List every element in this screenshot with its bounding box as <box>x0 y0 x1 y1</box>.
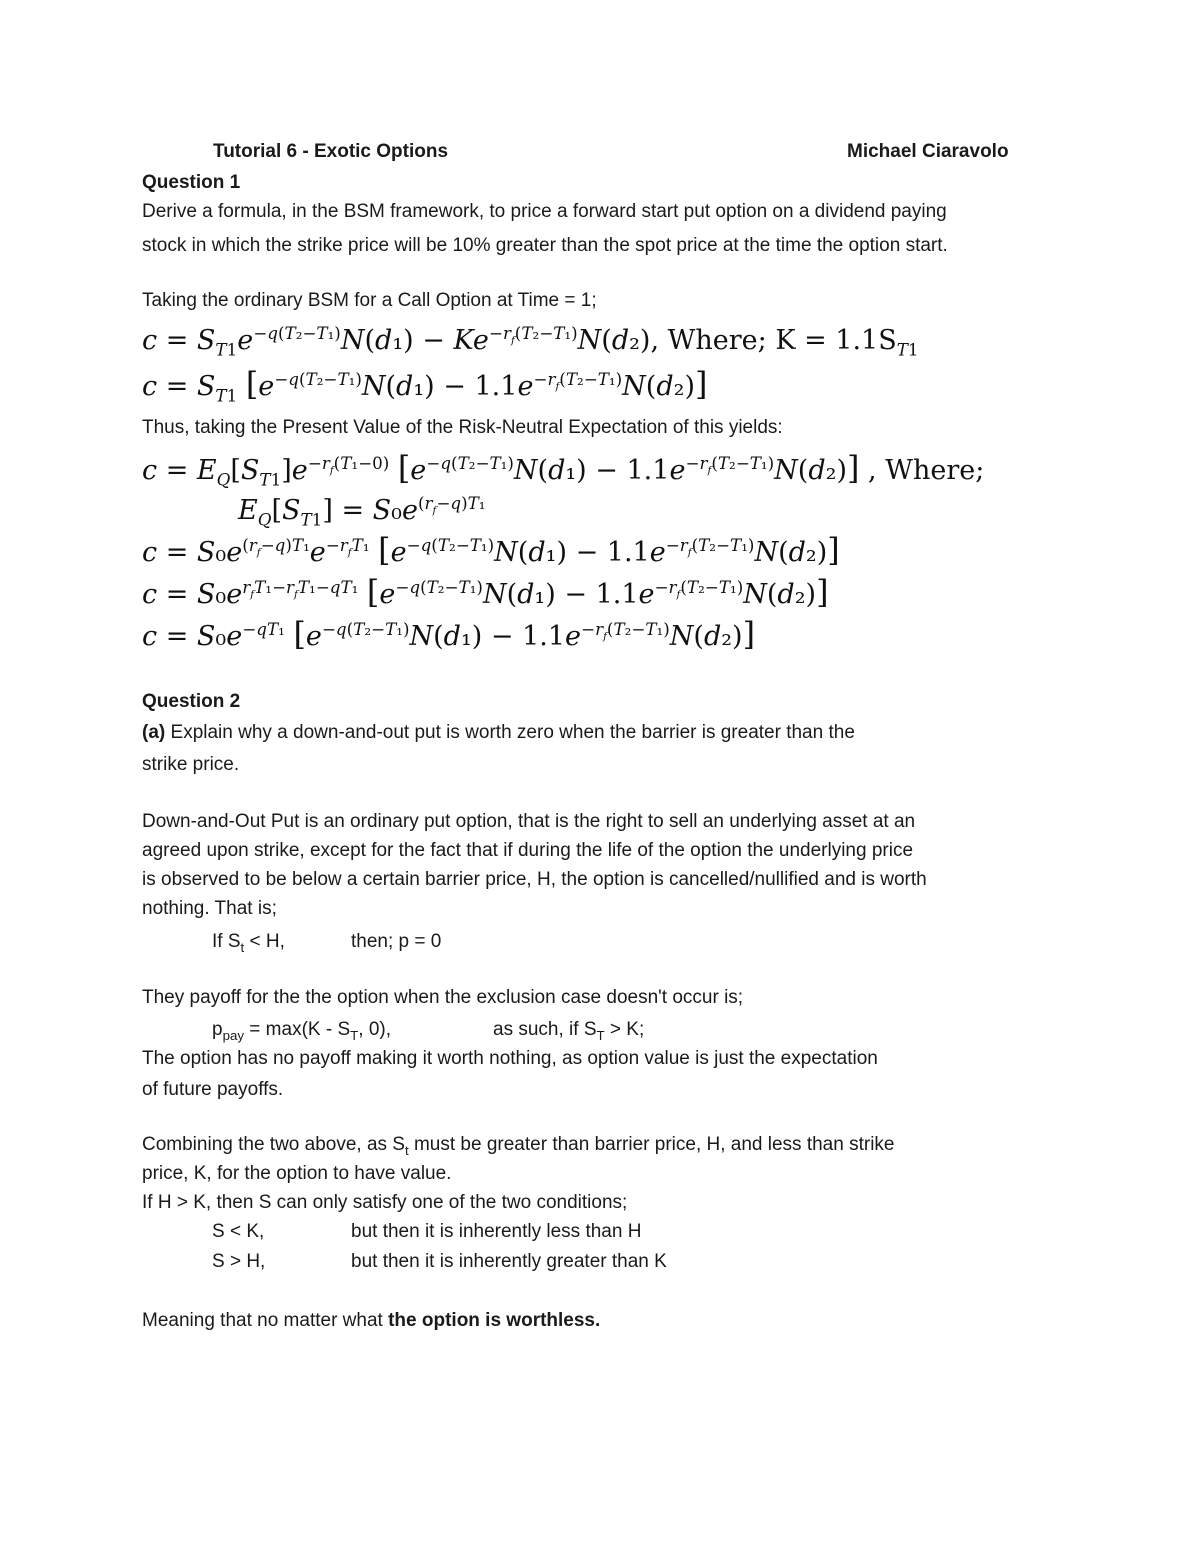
question-2-heading: Question 2 <box>142 691 241 712</box>
case-2-explanation: but then it is inherently greater than K <box>351 1251 667 1272</box>
case-1-condition: S < K, <box>212 1221 265 1242</box>
conclusion-emphasis: the option is worthless. <box>388 1310 601 1331</box>
risk-neutral-text: Thus, taking the Present Value of the Risk-Neutral Expectation of this yields: <box>142 417 783 438</box>
equation-where-label: Where; K = 1.1S <box>667 325 897 356</box>
paragraph-2-line-2: of future payoffs. <box>142 1079 284 1100</box>
equation-bsm-call-factored: $c = S_{T1}$ $[e^{-q(T_2-T_1)}N(d_1) - 1.1e^{-r_f(T_2-T_1)}N(d_2)]$ <box>142 365 708 406</box>
case-1-explanation: but then it is inherently less than H <box>351 1221 642 1242</box>
equation-final-result: $c = S_0e^{-qT_1}$ $[e^{-q(T_2-T_1)}N(d_1) - 1.1e^{-r_f(T_2-T_1)}N(d_2)]$ <box>142 615 756 653</box>
combining-line-1: Combining the two above, as $S_t$ must be greater than barrier price, H, and less than strike <box>142 1134 895 1158</box>
payoff-intro-text: They payoff for the the option when the exclusion case doesn't occur is; <box>142 987 744 1008</box>
equation-where-label-2: , Where; <box>868 455 985 486</box>
question-2a-line-2: strike price. <box>142 754 240 775</box>
bsm-intro-text: Taking the ordinary BSM for a Call Option at Time = 1; <box>142 290 597 311</box>
paragraph-1-line-3: is observed to be below a certain barrier price, H, the option is cancelled/nullified and is worth <box>142 869 927 890</box>
payoff-condition: as such, if $S_T > K$; <box>493 1019 645 1043</box>
paragraph-1-line-4: nothing. That is; <box>142 898 277 919</box>
paragraph-1-line-2: agreed upon strike, except for the fact that if during the life of the option the underlying price <box>142 840 914 861</box>
payoff-formula: $p_{pay} = \max(K - S_T$, 0), <box>212 1019 391 1043</box>
conclusion-text: Meaning that no matter what the option is worthless. <box>142 1310 601 1331</box>
equation-expanded-exponent: $c = S_0e^{r_fT_1-r_fT_1-qT_1}$ $[e^{-q(T_2-T_1)}N(d_1) - 1.1e^{-r_f(T_2-T_1)}N(d_2)]$ <box>142 573 829 611</box>
part-a-text: Explain why a down-and-out put is worth zero when the barrier is greater than the <box>170 722 855 743</box>
question-1-prompt-line-1: Derive a formula, in the BSM framework, to price a forward start put option on a dividend paying <box>142 201 947 222</box>
condition-barrier: If $S_t < H$, <box>212 931 285 955</box>
author-name: Michael Ciaravolo <box>847 141 1009 162</box>
combining-line-2: price, K, for the option to have value. <box>142 1163 452 1184</box>
case-2-condition: S > H, <box>212 1251 266 1272</box>
question-1-heading: Question 1 <box>142 172 241 193</box>
part-a-label: (a) <box>142 722 166 743</box>
equation-expectation: $E_Q[S_{T1}] = S_0e^{(r_f-q)T_1}$ <box>238 493 486 530</box>
paragraph-2-line-1: The option has no payoff making it worth nothing, as option value is just the expectation <box>142 1048 878 1069</box>
document-title: Tutorial 6 - Exotic Options <box>213 141 449 162</box>
equation-substituted: $c = S_0e^{(r_f-q)T_1}e^{-r_fT_1}$ $[e^{-q(T_2-T_1)}N(d_1) - 1.1e^{-r_f(T_2-T_1)}N(d_2)]$ <box>142 531 840 569</box>
condition-result: then; p = 0 <box>351 931 442 952</box>
equation-present-value: $c = E_Q[S_{T1}]e^{-r_f(T_1-0)}$ $[e^{-q(T_2-T_1)}N(d_1) - 1.1e^{-r_f(T_2-T_1)}N(d_2)]$ , Where; <box>142 449 985 490</box>
combining-line-3: If H > K, then S can only satisfy one of the two conditions; <box>142 1192 628 1213</box>
paragraph-1-line-1: Down-and-Out Put is an ordinary put option, that is the right to sell an underlying asset at an <box>142 811 916 832</box>
question-2a-line-1 <box>142 721 855 745</box>
equation-bsm-call: $c = S_{T1}e^{-q(T_2-T_1)}N(d_1) - Ke^{-r_f(T_2-T_1)}N(d_2)$, Where; $K = 1.1S_{T1}$ <box>142 323 919 360</box>
question-1-prompt-line-2: stock in which the strike price will be 10% greater than the spot price at the time the option start. <box>142 235 948 256</box>
